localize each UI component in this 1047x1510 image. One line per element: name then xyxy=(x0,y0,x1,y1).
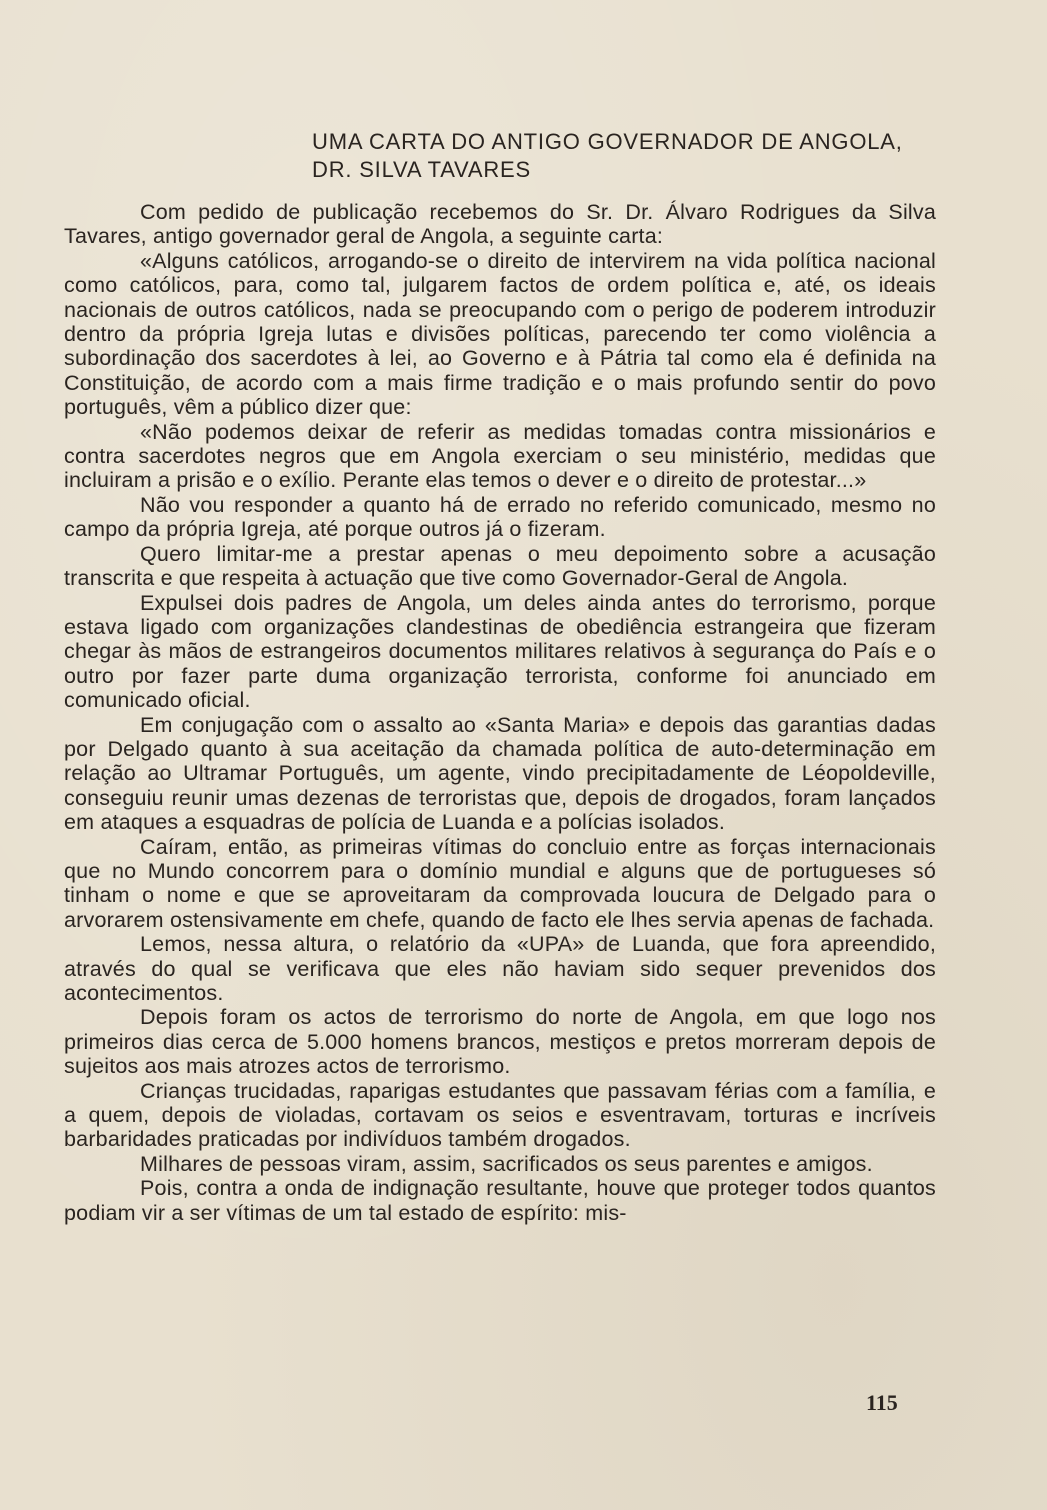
article-title xyxy=(312,128,936,184)
paragraph: Pois, contra a onda de indignação resultante, houve que proteger todos quantos podiam vir a ser vítimas de um tal estado de espírito: mis- xyxy=(64,1176,936,1225)
paragraph: Quero limitar-me a prestar apenas o meu depoimento sobre a acusação transcrita e que respeita à actuação que tive como Governador-Geral de Angola. xyxy=(64,541,936,591)
paragraph: Expulsei dois padres de Angola, um deles ainda antes do terrorismo, porque estava ligado com organizações clandestinas de obediência estrangeira que fizeram chegar às mãos de estrangeiros documentos militares relativos à segurança do País e o outro por fazer parte duma organização terrorista, conforme foi anunciado em comunicado oficial. xyxy=(64,590,936,713)
paragraph: Depois foram os actos de terrorismo do norte de Angola, em que logo nos primeiros dias cerca de 5.000 homens brancos, mestiços e pretos morreram depois de sujeitos aos mais atrozes actos de terrorismo. xyxy=(64,1005,936,1079)
title-line-1: UMA CARTA DO ANTIGO GOVERNADOR DE ANGOLA, xyxy=(312,129,903,154)
paragraph: Com pedido de publicação recebemos do Sr. Dr. Álvaro Rodrigues da Silva Tavares, antigo governador geral de Angola, a seguinte carta: xyxy=(64,200,936,249)
paragraph: «Alguns católicos, arrogando-se o direito de intervirem na vida política nacional como católicos, para, como tal, julgarem factos de ordem política e, até, os ideais nacionais de outros católicos, nada se preocupando com o perigo de poderem introduzir dentro da própria Igreja lutas e divisões políticas, parecendo ter como violência a subordinação dos sacerdotes à lei, ao Governo e à Pátria tal como ela é definida na Constituição, de acordo com a mais firme tradição e o mais profundo sentir do povo português, vêm a público dizer que: xyxy=(64,248,936,420)
paragraph: Crianças trucidadas, raparigas estudantes que passavam férias com a família, e a quem, depois de violadas, cortavam os seios e esventravam, torturas e incríveis barbaridades praticadas por indivíduos também drogados. xyxy=(64,1078,936,1152)
article-body xyxy=(64,128,936,1225)
paragraph: Milhares de pessoas viram, assim, sacrificados os seus parentes e amigos. xyxy=(140,1151,873,1176)
paragraph: Não vou responder a quanto há de errado no referido comunicado, mesmo no campo da própria Igreja, até porque outros já o fizeram. xyxy=(64,492,936,542)
paragraph: Lemos, nessa altura, o relatório da «UPA» de Luanda, que fora apreendido, através do qual se verificava que eles não haviam sido sequer prevenidos dos acontecimentos. xyxy=(64,932,936,1005)
paragraph: Caíram, então, as primeiras vítimas do concluio entre as forças internacionais que no Mundo concorrem para o domínio mundial e alguns que de portugueses só tinham o nome e que se aproveitaram da comprovada loucura de Delgado para o arvorarem ostensivamente em chefe, quando de facto ele lhes servia apenas de fachada. xyxy=(64,834,936,932)
page-number: 115 xyxy=(866,1390,898,1415)
paragraph: «Não podemos deixar de referir as medidas tomadas contra missionários e contra sacerdotes negros que em Angola exerciam o seu ministério, medidas que incluiram a prisão e o exílio. Perante elas temos o dever e o direito de protestar...» xyxy=(64,419,936,493)
title-line-2: DR. SILVA TAVARES xyxy=(312,157,532,182)
paragraph: Em conjugação com o assalto ao «Santa Maria» e depois das garantias dadas por Delgado quanto à sua aceitação da chamada política de auto-determinação em relação ao Ultramar Português, um agente, vindo precipitadamente de Léopoldeville, conseguiu reunir umas dezenas de terroristas que, depois de drogados, foram lançados em ataques a esquadras de polícia de Luanda e a polícias isolados. xyxy=(64,712,936,835)
